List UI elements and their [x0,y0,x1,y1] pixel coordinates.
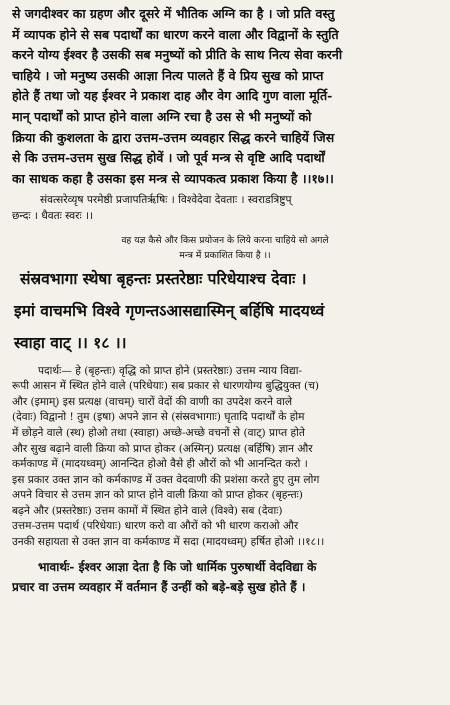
commentary-line: पदार्थः— हे (बृहन्तः) वृद्धि को प्राप्त होने (प्रस्तरेष्ठाः) उत्तम न्याय विद्या- [38,364,303,377]
commentary-line: और सुख बढ़ाने वाली क्रिया को प्राप्त होकर (अस्मिन्) प्रत्यक्ष (बर्हिषि) ज्ञान और [12,442,313,455]
verse-line: इमां वाचमभि विश्वे गृणन्तऽआसद्यास्मिन् बर्हिषि मादयध्वं [14,300,325,320]
bhavarth-line: भावार्थः- ईश्वर आज्ञा देता है कि जो धार्मिक पुरुषार्थी वेदविद्या के [38,559,317,574]
sanskrit-verse [12,263,438,359]
text-line: से कि उत्तम-उत्तम सुख सिद्ध होवें । जो पूर्व मन्त्र से वृष्टि आदि पदार्थों [12,150,325,166]
commentary-line: (देवाः) विद्वानो ! तुम (इषा) अपने ज्ञान से (संस्रवभागाः) घृतादि पदार्थों के होम [12,411,305,424]
padarth-commentary [12,364,438,551]
text-line: से जगदीश्वर का ग्रहण और दूसरे में भौतिक अग्नि का है । जो प्रति वस्तु [12,6,335,21]
commentary-line: उनकी सहायता से उक्त ज्ञान वा कर्मकाण्ड में सदा (मादयध्वम्) हर्षित होओ ।।१८।। [12,536,325,549]
question-line: मन्त्र में प्रकाशित किया है ।। [179,249,271,261]
commentary-line: उत्तम-उत्तम पदार्थ (परिधेयाः) धारण करो वा औरों को भी धारण कराओ और [12,520,299,533]
commentary-line: में छोड़ने वाले (स्थ) होओ तथा (स्वाहा) अच्छे-अच्छे वचनों से (वाट्) प्राप्त होते [12,426,305,439]
text-line: करने योग्य ईश्वर है उसकी सब मनुष्यों को प्रीति के साथ नित्य सेवा करनी [12,47,343,63]
verse-line: संस्रवभागा स्थेषा बृहन्तः प्रस्तरेष्ठाः परिधेयाश्च देवाः । [20,268,307,288]
text-line: में व्यापक होने से सब पदार्थों का धारण करने वाला और विद्वानों के स्तुति [12,26,339,42]
text-line: चाहिये । जो मनुष्य उसकी आज्ञा नित्य पालते हैं वे प्रिय सुख को प्राप्त [12,67,324,83]
text-line: होते हैं तथा जो यह ईश्वर ने प्रकाश दाह और वेग आदि गुण वाला मूर्ति- [12,88,333,104]
commentary-line: अपने विचार से उत्तम ज्ञान को प्राप्त होने वाली क्रिया को प्राप्त होकर (बृहन्तः) [12,489,303,502]
question-intro [12,233,438,263]
commentary-line: कर्मकाण्ड में (मादयध्वम्) आनन्दित होओ वैसे ही औरों को भी आनन्दित करो । [12,458,308,471]
commentary-line: इस प्रकार उक्त ज्ञान को कर्मकाण्ड में उक्त वेदवाणी की प्रशंसा करते हुए तुम लोग [12,473,320,486]
text-line: क्रिया की कुशलता के द्वारा उत्तम-उत्तम व्यवहार सिद्ध करने चाहियें जिस [12,129,335,145]
paragraph-top [12,4,438,189]
text-line: मान् पदार्थों को प्राप्त होने वाला अग्नि रचा है उस से भी मनुष्यों को [12,108,312,124]
verse-line: स्वाहा वाट् ।। १८ ।। [14,332,127,352]
commentary-line: और (इमाम्) इस प्रत्यक्ष (वाचम्) चारों वेदों की वाणी का उपदेश करने वाले [12,395,293,408]
bhavarth [12,557,438,598]
commentary-line: रूपी आसन में स्थित होने वाले (परिधेयाः) सब प्रकार से धारणयोग्य बुद्धियुक्त (च) [12,380,320,393]
question-line: वह यज्ञ कैसे और किस प्रयोजन के लिये करना चाहिये सो अगले [121,234,329,246]
chhanda-svara-line: छन्दः । धैवतः स्वरः ।। [12,209,94,222]
mantra-metadata [12,193,438,224]
rishi-devata-line: संवत्सरेव्यृष परमेष्ठी प्रजापतिर्ऋषिः । विश्वेदेवा देवताः । स्वराडत्रिष्टुप् [40,194,292,207]
text-line: का साधक कहा है उसका इस मन्त्र से व्यापकत्व प्रकाश किया है ।।१७।। [12,170,334,186]
bhavarth-line: प्रचार वा उत्तम व्यवहार में वर्तमान हैं उन्हीं को बड़े-बड़े सुख होते हैं । [12,580,306,595]
commentary-line: बढ़ने और (प्रस्तरेष्ठाः) उत्तम कामों में स्थित होने वाले (विश्वे) सब (देवाः) [12,504,283,517]
